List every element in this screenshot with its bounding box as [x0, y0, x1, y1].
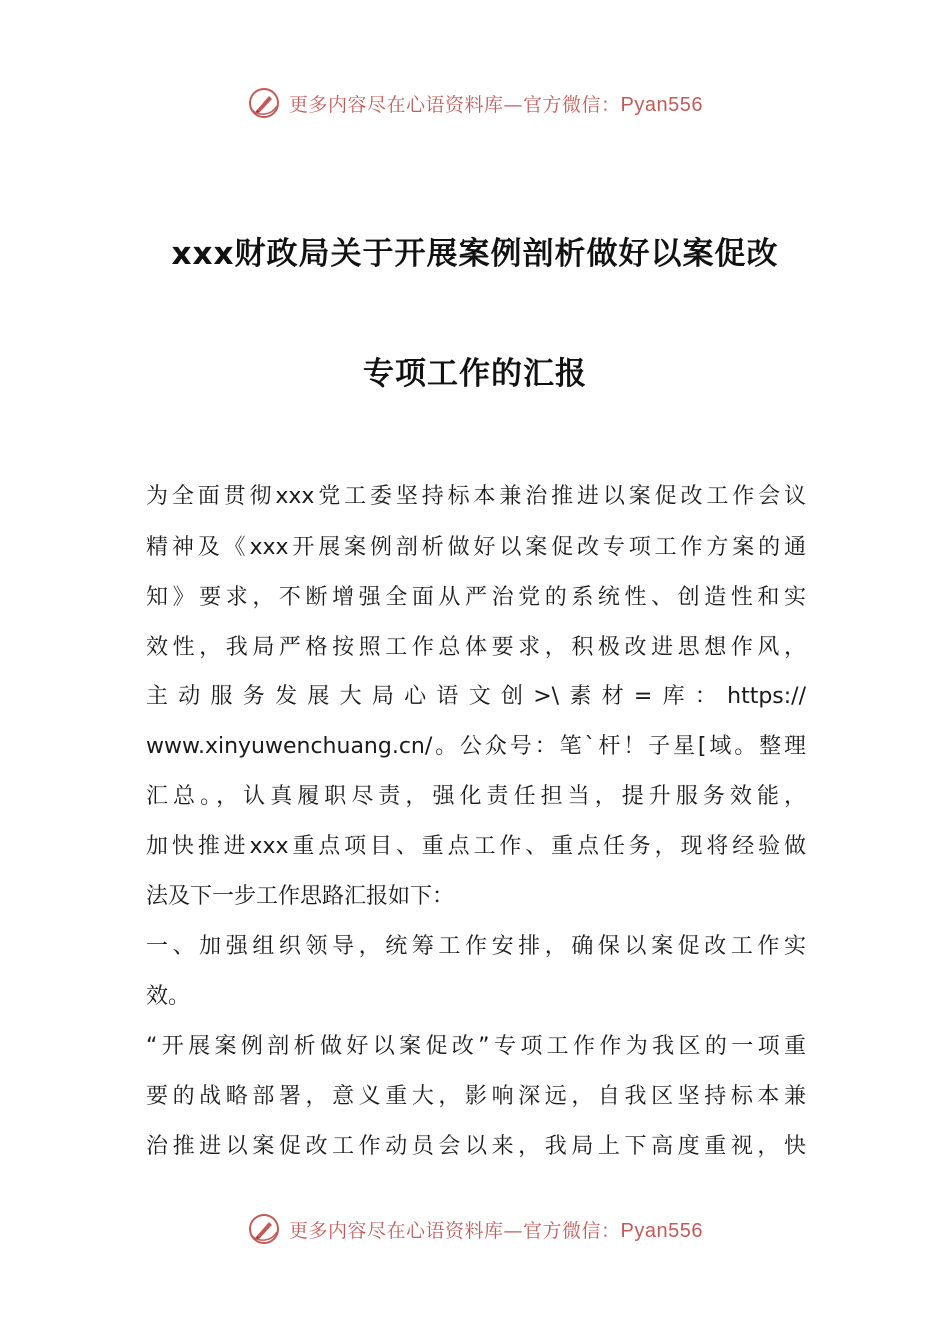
document-title-line-2: 专项工作的汇报: [363, 356, 587, 392]
body-line: 法及下一步工作思路汇报如下：: [146, 884, 455, 909]
footer-wechat-handle: Pyan556: [620, 1219, 703, 1242]
footer-banner-text: [289, 1216, 703, 1243]
body-line: “开展案例剖析做好以案促改”专项工作作为我区的一项重: [146, 1034, 806, 1059]
section-heading-line: 一、加强组织领导，统筹工作安排，确保以案促改工作实: [146, 934, 806, 959]
body-line: 加快推进xxx重点项目、重点工作、重点任务，现将经验做: [146, 834, 806, 859]
header-banner-label: 更多内容尽在心语资料库—官方微信：: [289, 93, 621, 116]
body-line: 知》要求，不断增强全面从严治党的系统性、创造性和实: [146, 585, 806, 610]
footer-banner: [0, 1207, 950, 1251]
body-line: 为全面贯彻xxx党工委坚持标本兼治推进以案促改工作会议: [146, 484, 806, 509]
header-banner-text: [289, 90, 703, 117]
body-line: 治推进以案促改工作动员会以来，我局上下高度重视，快: [146, 1134, 806, 1159]
body-line: 主动服务发展大局心语文创>\素材=库：https://: [146, 684, 806, 709]
header-wechat-handle: Pyan556: [620, 93, 703, 116]
document-title-line-1: xxx财政局关于开展案例剖析做好以案促改: [171, 236, 779, 272]
body-line: 要的战略部署，意义重大，影响深远，自我区坚持标本兼: [146, 1084, 806, 1109]
footer-banner-label: 更多内容尽在心语资料库—官方微信：: [289, 1219, 621, 1242]
body-line: 精神及《xxx开展案例剖析做好以案促改专项工作方案的通: [146, 535, 806, 560]
pen-logo-icon: [247, 86, 281, 120]
body-line: www.xinyuwenchuang.cn/。公众号：笔`杆！子星[域。整理: [146, 734, 806, 759]
pen-logo-icon: [247, 1212, 281, 1246]
section-heading-line: 效。: [146, 984, 191, 1009]
body-line: 效性，我局严格按照工作总体要求，积极改进思想作风，: [146, 635, 806, 660]
body-line: 汇总。，认真履职尽责，强化责任担当，提升服务效能，: [146, 784, 806, 809]
header-banner: [0, 81, 950, 125]
